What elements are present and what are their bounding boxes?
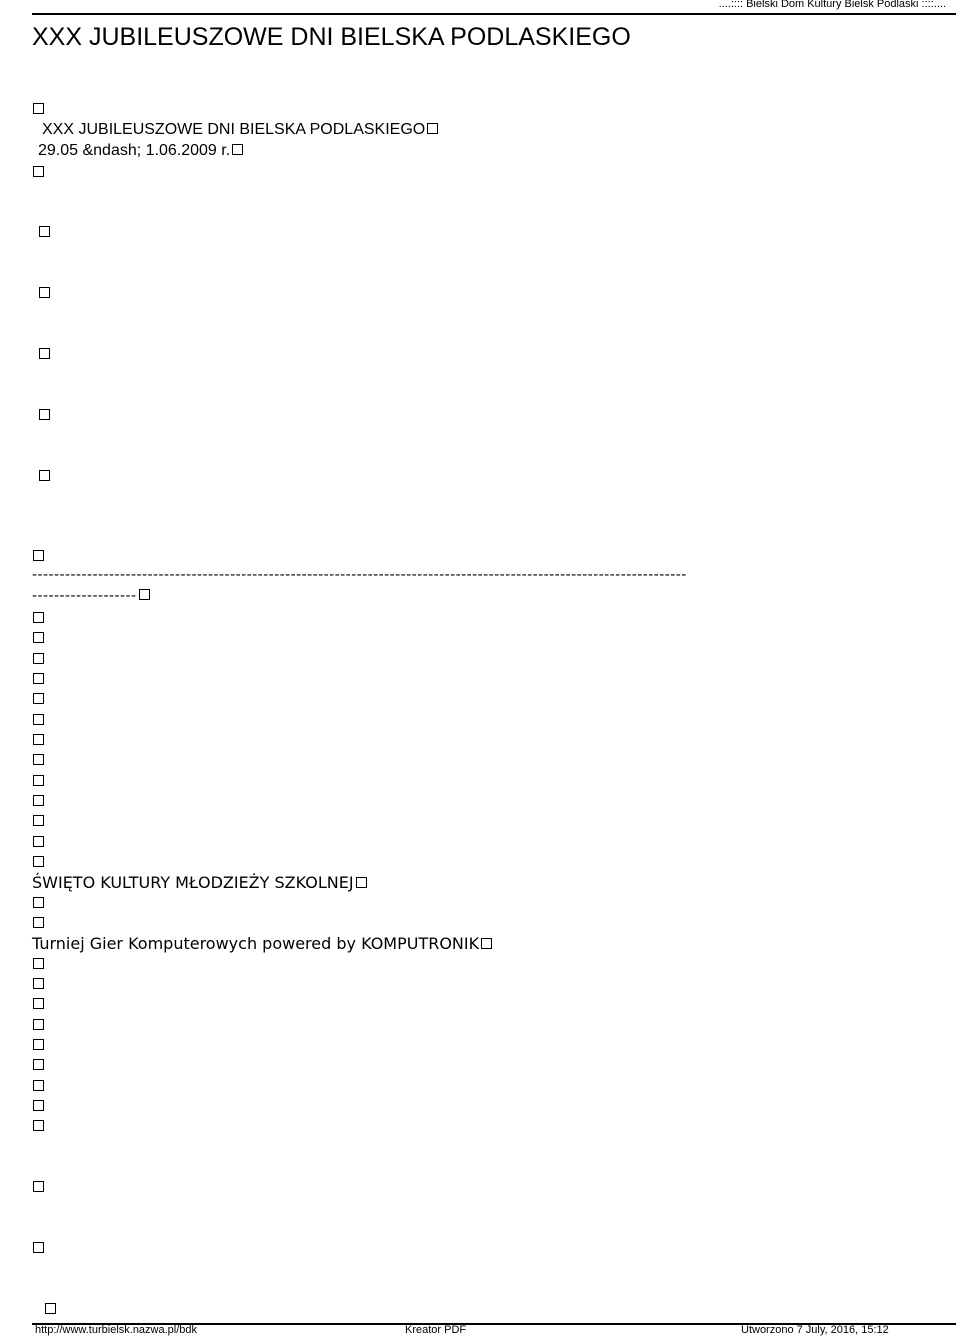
missing-glyph-icon	[33, 978, 44, 989]
section-heading-culture: ŚWIĘTO KULTURY MŁODZIEŻY SZKOLNEJ	[32, 873, 367, 892]
missing-glyph-icon	[33, 734, 44, 745]
missing-glyph-icon	[33, 612, 44, 623]
missing-glyph-icon	[33, 1080, 44, 1091]
missing-glyph-icon	[33, 958, 44, 969]
section-heading-tournament: Turniej Gier Komputerowych powered by KOMPUTRONIK	[32, 934, 492, 953]
missing-glyph-icon	[33, 1100, 44, 1111]
missing-glyph-icon	[33, 836, 44, 847]
missing-glyph-icon	[39, 287, 50, 298]
missing-glyph-icon	[33, 166, 44, 177]
missing-glyph-icon	[39, 409, 50, 420]
divider-dashes-2: -------------------	[32, 588, 150, 604]
missing-glyph-icon	[33, 1242, 44, 1253]
missing-glyph-icon	[232, 144, 243, 155]
missing-glyph-icon	[33, 1181, 44, 1192]
footer-url: http://www.turbielsk.nazwa.pl/bdk	[35, 1324, 198, 1336]
missing-glyph-icon	[481, 938, 492, 949]
missing-glyph-icon	[33, 856, 44, 867]
missing-glyph-icon	[33, 998, 44, 1009]
missing-glyph-icon	[33, 550, 44, 561]
missing-glyph-icon	[33, 653, 44, 664]
missing-glyph-icon	[33, 1019, 44, 1030]
footer-generator: Kreator PDF	[405, 1324, 467, 1336]
site-title: ....:::: Bielski Dom Kultury Bielsk Podlaski ::::....	[718, 0, 946, 10]
missing-glyph-icon	[39, 348, 50, 359]
missing-glyph-icon	[427, 123, 438, 134]
missing-glyph-icon	[33, 1120, 44, 1131]
footer-created: Utworzono 7 July, 2016, 15:12	[741, 1324, 889, 1336]
header-rule	[32, 13, 956, 15]
missing-glyph-icon	[33, 1059, 44, 1070]
event-subtitle: XXX JUBILEUSZOWE DNI BIELSKA PODLASKIEGO	[42, 121, 438, 139]
event-dates: 29.05 &ndash; 1.06.2009 r.	[38, 142, 243, 160]
missing-glyph-icon	[33, 815, 44, 826]
missing-glyph-icon	[33, 775, 44, 786]
missing-glyph-icon	[33, 103, 44, 114]
missing-glyph-icon	[39, 470, 50, 481]
missing-glyph-icon	[45, 1303, 56, 1314]
missing-glyph-icon	[33, 693, 44, 704]
divider-dashes-1: -----------------------------------------------------------------------------------------------------------------------	[32, 567, 687, 583]
missing-glyph-icon	[33, 897, 44, 908]
missing-glyph-icon	[33, 673, 44, 684]
missing-glyph-icon	[33, 917, 44, 928]
page-title: XXX JUBILEUSZOWE DNI BIELSKA PODLASKIEGO	[32, 23, 631, 51]
missing-glyph-icon	[33, 714, 44, 725]
missing-glyph-icon	[33, 795, 44, 806]
missing-glyph-icon	[39, 226, 50, 237]
missing-glyph-icon	[139, 589, 150, 600]
missing-glyph-icon	[33, 632, 44, 643]
missing-glyph-icon	[356, 877, 367, 888]
missing-glyph-icon	[33, 754, 44, 765]
missing-glyph-icon	[33, 1039, 44, 1050]
